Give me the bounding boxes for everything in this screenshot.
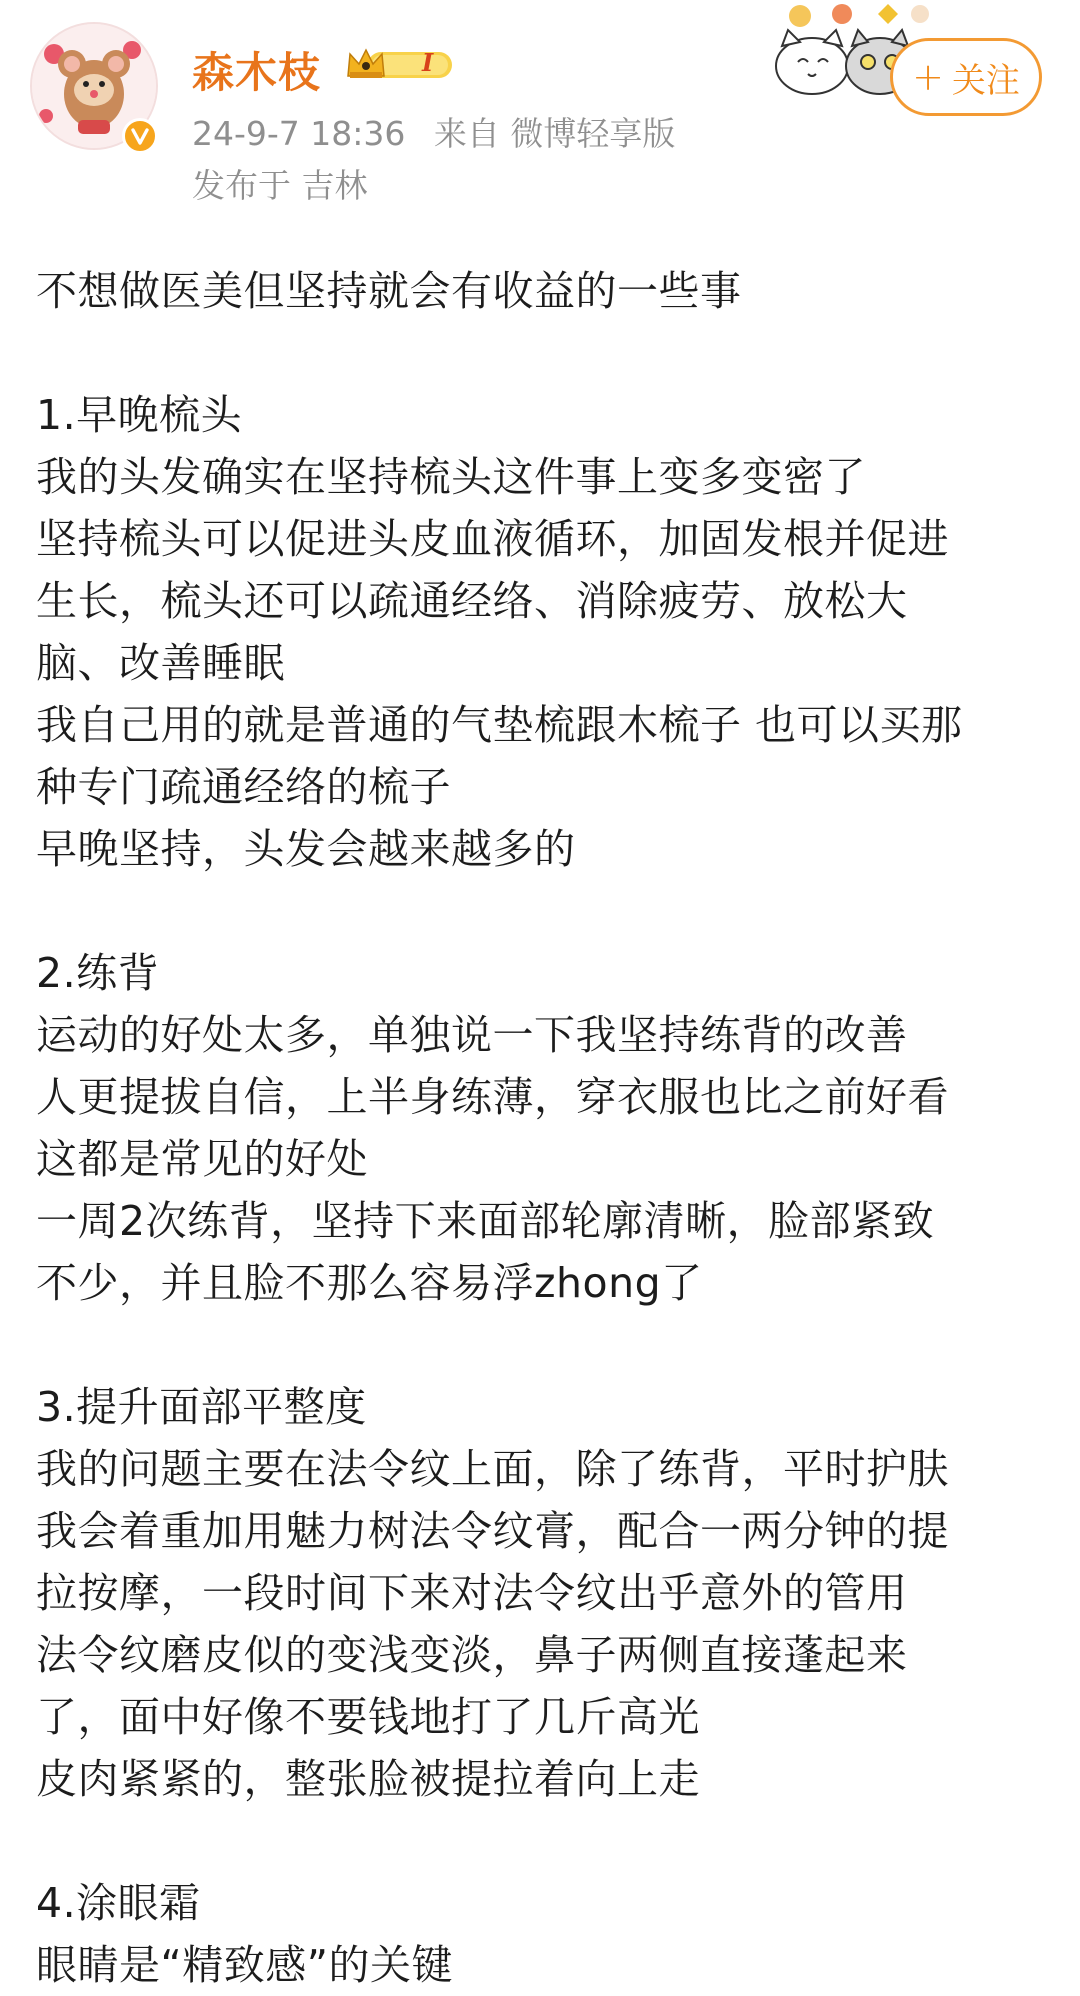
follow-button-label: 关注: [951, 60, 1020, 101]
text-line: 坚持梳头可以促进头皮血液循环，加固发根并促进: [36, 515, 949, 563]
text-line: 眼睛是“精致感”的关键: [36, 1941, 453, 1989]
post-location: 发布于 吉林: [192, 166, 368, 205]
post-time[interactable]: 24-9-7 18:36: [192, 114, 406, 153]
text-line: 我的问题主要在法令纹上面，除了练背，平时护肤: [36, 1445, 949, 1493]
section-heading: 4.涂眼霜: [36, 1879, 201, 1927]
text-line: 不少，并且脸不那么容易浮zhong了: [36, 1259, 703, 1307]
section-heading: 1.早晚梳头: [36, 391, 243, 439]
verified-icon: [122, 118, 158, 154]
text-line: 脑、改善睡眠: [36, 639, 285, 687]
section-3: [36, 1376, 1056, 1810]
post-meta: [192, 108, 693, 155]
post-source[interactable]: 来自 微博轻享版: [433, 114, 676, 153]
level-badge[interactable]: [346, 46, 456, 86]
text-line: 我自己用的就是普通的气垫梳跟木梳子 也可以买那: [36, 701, 963, 749]
post-title: 不想做医美但坚持就会有收益的一些事: [36, 267, 742, 315]
text-line: 皮肉紧紧的，整张脸被提拉着向上走: [36, 1755, 700, 1803]
level-number: I: [422, 48, 434, 77]
text-line: 我会着重加用魅力树法令纹膏，配合一两分钟的提: [36, 1507, 949, 1555]
section-2: [36, 942, 1056, 1314]
text-line: 拉按摩，一段时间下来对法令纹出乎意外的管用: [36, 1569, 908, 1617]
text-line: 了，面中好像不要钱地打了几斤高光: [36, 1693, 700, 1741]
username[interactable]: 森木枝: [192, 48, 322, 97]
text-line: 法令纹磨皮似的变浅变淡，鼻子两侧直接蓬起来: [36, 1631, 908, 1679]
section-1: [36, 384, 1056, 880]
post-header: [0, 0, 1080, 230]
plus-icon: +: [912, 55, 944, 99]
section-heading: 3.提升面部平整度: [36, 1383, 367, 1431]
follow-button[interactable]: [890, 38, 1042, 116]
text-line: 人更提拔自信，上半身练薄，穿衣服也比之前好看: [36, 1073, 949, 1121]
text-line: 种专门疏通经络的梳子: [36, 763, 451, 811]
section-heading: 2.练背: [36, 949, 160, 997]
text-line: 这都是常见的好处: [36, 1135, 368, 1183]
text-line: 我的头发确实在坚持梳头这件事上变多变密了: [36, 453, 866, 501]
section-4: [36, 1872, 1056, 1996]
text-line: 一周2次练背，坚持下来面部轮廓清晰，脸部紧致: [36, 1197, 935, 1245]
text-line: 早晚坚持，头发会越来越多的: [36, 825, 576, 873]
text-line: 运动的好处太多，单独说一下我坚持练背的改善: [36, 1011, 908, 1059]
text-line: 生长，梳头还可以疏通经络、消除疲劳、放松大: [36, 577, 908, 625]
post-body: [36, 230, 1056, 1996]
